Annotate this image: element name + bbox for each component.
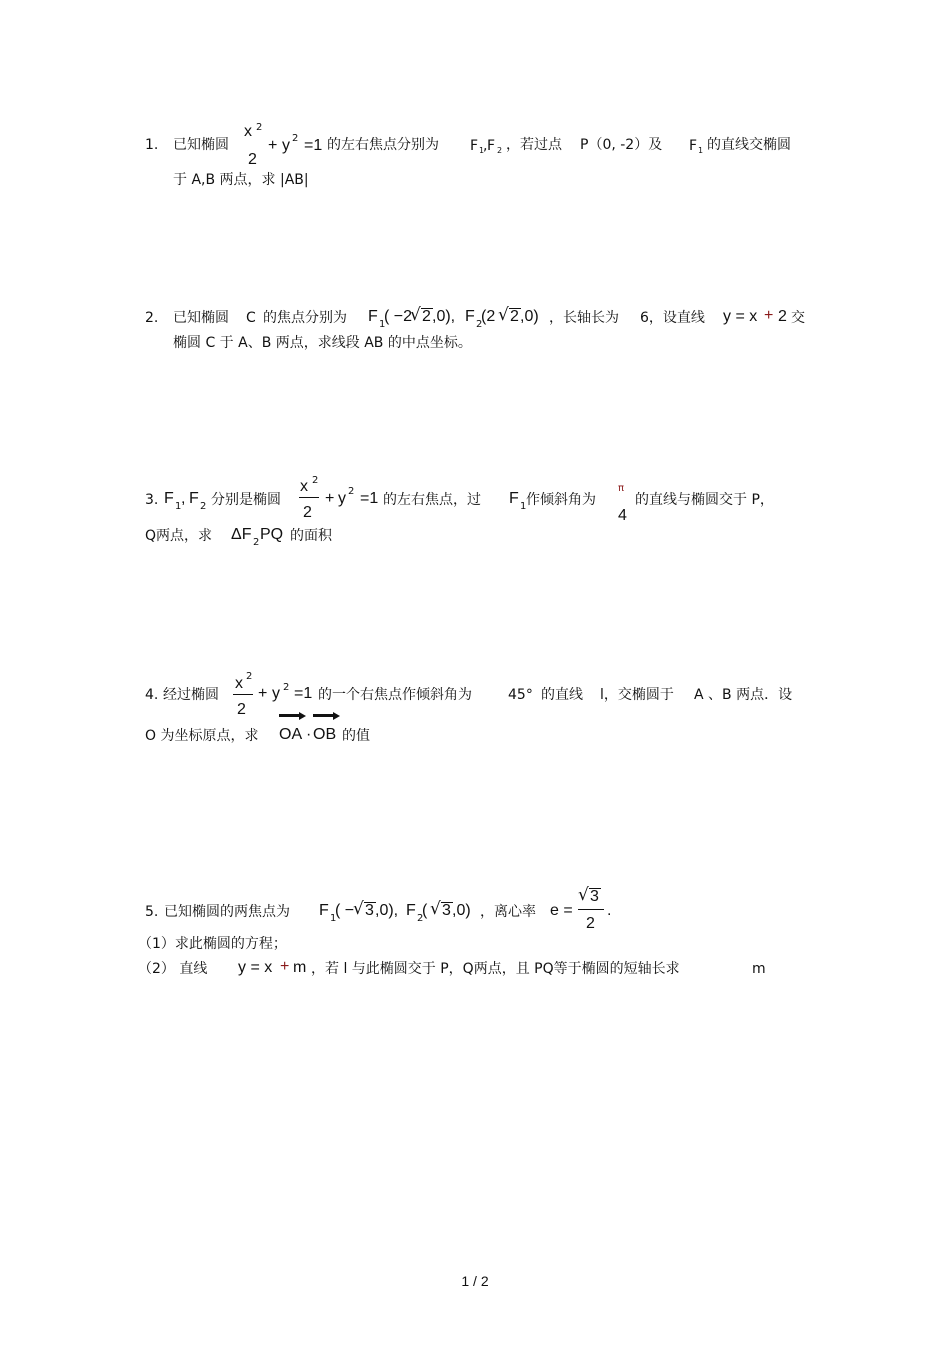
problem-5-number: 5. [145,904,159,920]
eq3-plus: + [325,490,335,507]
problem-1-text-a: 已知椭圆 [173,137,229,153]
problem-4-text-c: 的直线 [541,687,583,703]
problem-1-point: P（0, -2）及 [580,137,663,153]
problem-1-number: 1. [145,137,159,153]
p5-f2-radical-icon: √ [430,899,441,919]
p3-f1: F [164,490,174,507]
p2-f1-sub: 1 [379,319,386,330]
p3-tri2: PQ [260,526,284,543]
problem-5-sub2a: （2） 直线 [138,961,208,977]
p2-f2-end: ,0) [520,308,539,325]
eq4-x: x [235,675,243,692]
problem-3-number: 3. [145,492,159,508]
p5-f1-sub: 1 [330,913,337,924]
problem-2-number: 2. [145,310,159,326]
problem-2-text-b: 的焦点分别为 [263,310,347,326]
p5-f1-val: ( − [335,902,355,919]
problem-2-line2: 椭圆 C 于 A、B 两点，求线段 AB 的中点坐标。 [173,335,472,351]
p2-f2-radical-icon: √ [498,305,509,325]
eq3-eq1: =1 [360,490,379,507]
p2-f1: F [368,308,378,325]
p3-g-sub: 1 [520,501,527,512]
problem-5-text-c: ，离心率 [480,904,536,920]
problem-4-text-b: 的一个右焦点作倾斜角为 [318,687,472,703]
p5-f1-radical-icon: √ [353,899,364,919]
p1-comma: , [483,138,488,154]
problem-4-line2a: O 为坐标原点，求 [145,728,259,744]
problem-3-text-a: 分别是椭圆 [211,492,281,508]
p1-f1-sub: 1 [479,146,485,155]
p3-tri-sub: 2 [253,537,260,548]
p5-sub2-plus: + [280,958,290,975]
p5-f1: F [319,902,329,919]
eq1-eq1: =1 [304,137,323,154]
problem-3-text-d: 的直线与椭圆交于 P， [635,492,774,508]
p3-f2-sub: 2 [200,501,207,512]
p5-f1-end: ,0), [375,902,399,919]
p5-sub2-eq: y = x [238,959,273,976]
eq3-x: x [300,478,308,495]
eq4-fraction-bar [233,694,253,695]
eq1-y: y [282,137,290,154]
problem-2-six: 6，设直线 [640,310,705,326]
eq4-den: 2 [237,701,246,718]
p1-f2-sub: 2 [497,146,503,155]
p5-f1-rad: 3 [365,902,374,919]
p5-sub2-m: m [293,959,307,976]
problem-4-text-a: 经过椭圆 [163,687,219,703]
p3-pi-den: 4 [618,507,627,524]
problem-2-text-d: 交 [791,310,805,326]
page-number: 1 / 2 [461,1273,489,1289]
problem-1-text-b: 的左右焦点分别为 [327,137,439,153]
p2-f2-rad: 2 [510,308,519,325]
p2-f1-val: ( −2 [384,308,413,325]
eq4-plus: + [258,685,268,702]
problem-5-sub1: （1）求此椭圆的方程； [138,936,287,952]
p1-f-sub: 1 [698,146,704,155]
eq3-x-exp: 2 [312,475,319,486]
p1-f1: F [470,138,479,154]
p5-f2-rad: 3 [442,902,451,919]
p5-f2-end: ,0) [452,902,471,919]
eq1-plus: + [268,137,278,154]
p3-comma: , [181,490,186,507]
p5-e-num: 3 [590,888,599,905]
eq1-x: x [244,123,252,140]
p2-line: y = x [723,308,758,325]
problem-1-line2: 于 A,B 两点，求 |AB| [173,172,309,188]
p2-f2: F [465,308,475,325]
oa-vector-head-icon [299,712,306,720]
p1-f2: F [487,138,496,154]
p5-f2-sub: 2 [417,913,424,924]
p3-pi: π [618,483,625,494]
p3-f2: F [189,490,199,507]
eq3-fraction-bar [299,497,319,498]
p5-f2: F [406,902,416,919]
p3-tri: ΔF [231,526,252,543]
p5-dot: . [607,902,612,919]
p5-e-radical-icon: √ [578,885,589,905]
problem-4-text-d: A 、B 两点．设 [694,687,793,703]
problem-5-text-a: 已知椭圆的两焦点为 [164,904,290,920]
eq3-den: 2 [303,504,312,521]
problem-1-text-c: ，若过点 [506,137,562,153]
p5-f2-val: ( [422,902,428,919]
p2-f1-radical-icon: √ [410,305,421,325]
p2-plus: + [764,307,774,324]
p1-f: F [689,138,698,154]
problem-4-deg: 45° [508,687,533,703]
ob-vector-arrow-icon [313,714,335,717]
p2-f2-sub: 2 [476,319,483,330]
problem-4-l: l，交椭圆于 [600,687,674,703]
eq3-y: y [338,490,346,507]
p4-ob: OB [313,726,337,743]
p2-f2-val: (2 [481,308,496,325]
eq1-x-exp: 2 [256,122,263,133]
eq4-y: y [272,685,280,702]
eq3-y-exp: 2 [348,486,355,497]
problem-2-text-a: 已知椭圆 [173,310,229,326]
p4-oa: OA [279,726,303,743]
p5-e-den: 2 [586,915,595,932]
p5-e: e = [550,902,573,919]
problem-5-sub2b: ，若 l 与此椭圆交于 P，Q两点，且 PQ等于椭圆的短轴长求 [311,961,680,977]
problem-2-text-c: ，长轴长为 [549,310,619,326]
oa-vector-arrow-icon [279,714,301,717]
p2-f1-end: ,0), [432,308,456,325]
eq4-y-exp: 2 [283,682,290,693]
problem-4-line2b: 的值 [342,728,370,744]
p5-e-fraction-bar [578,909,604,910]
eq4-eq1: =1 [294,685,313,702]
problem-5-sub2c: m [752,961,766,977]
p3-f1-sub: 1 [175,501,182,512]
problem-4-number: 4. [145,687,159,703]
p3-g: F [509,490,519,507]
p2-two: 2 [778,308,787,325]
eq1-den: 2 [248,151,257,168]
eq1-y-exp: 2 [292,133,299,144]
ob-vector-head-icon [333,712,340,720]
problem-3-text-c: 作倾斜角为 [526,492,596,508]
p4-dot: · [306,726,312,743]
problem-3-line2a: Q两点，求 [145,528,213,544]
problem-3-line2b: 的面积 [290,528,332,544]
p2-f1-rad: 2 [422,308,431,325]
problem-3-text-b: 的左右焦点，过 [383,492,481,508]
problem-2-c: C [246,310,256,326]
problem-1-text-d: 的直线交椭圆 [707,137,791,153]
eq4-x-exp: 2 [246,671,253,682]
